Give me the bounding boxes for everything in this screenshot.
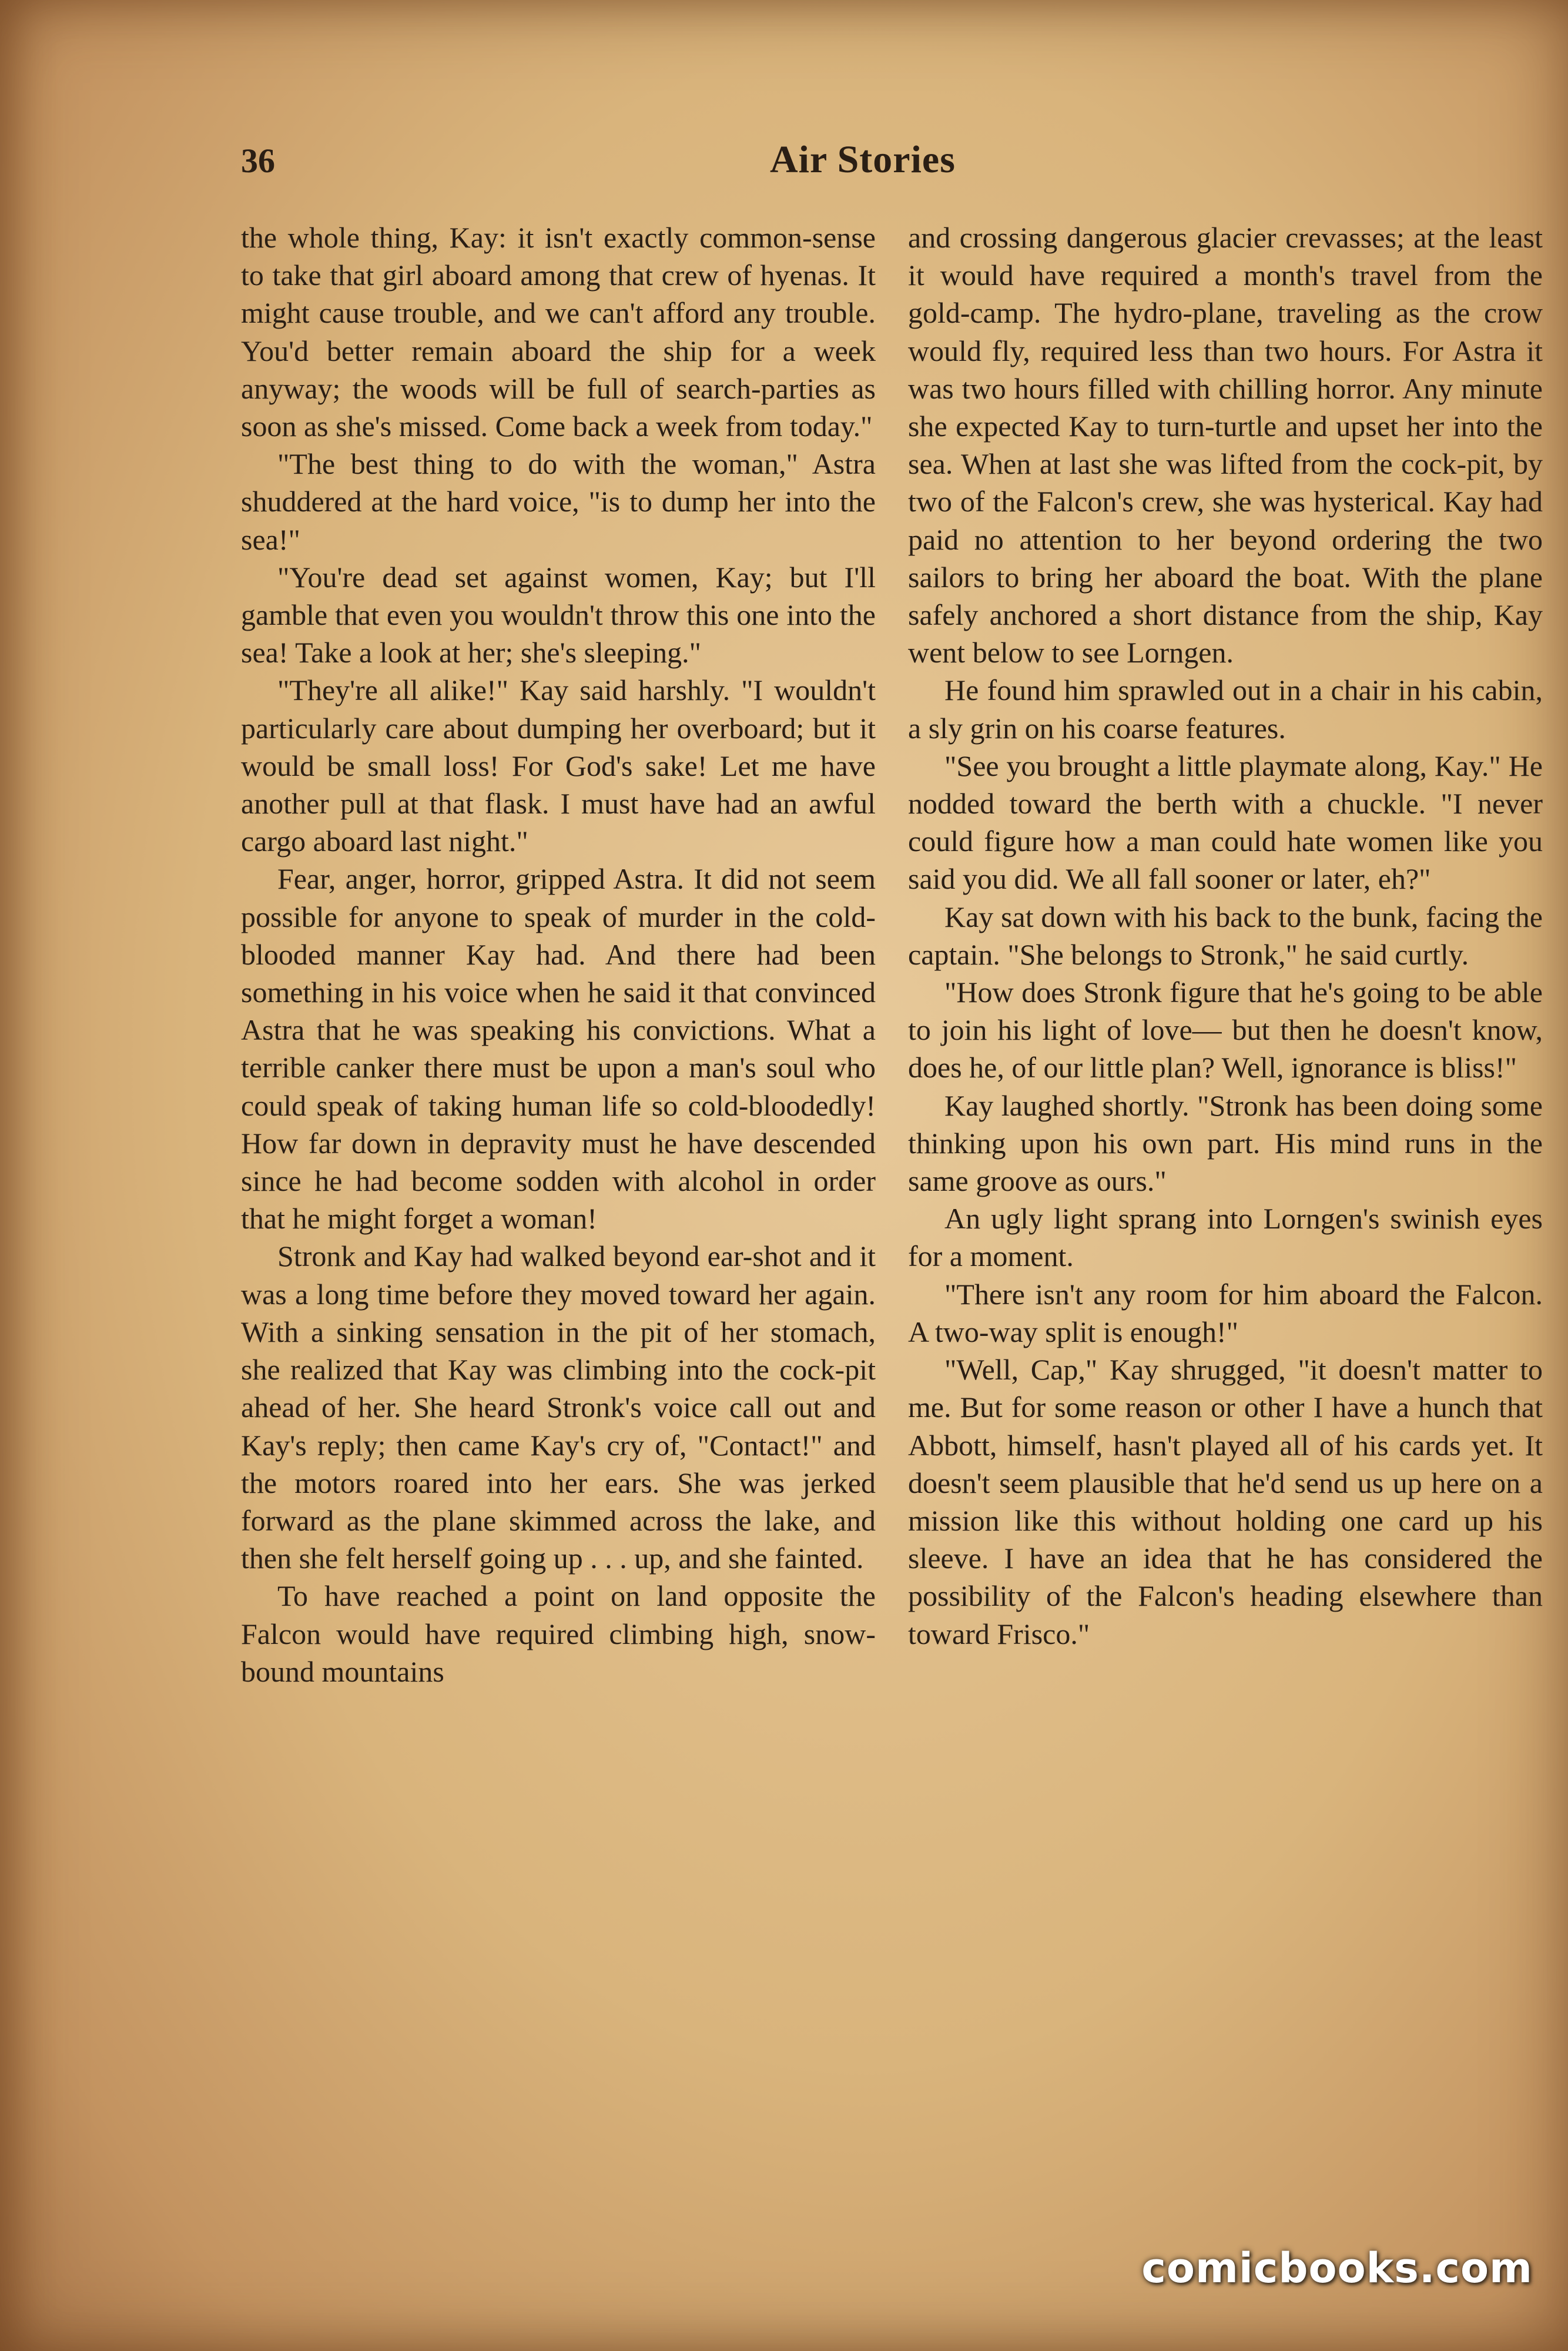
paragraph: "There isn't any room for him aboard the Falcon. A two-way split is enough!" (908, 1277, 1543, 1348)
text-column-right (908, 219, 1543, 1653)
paragraph: To have reached a point on land opposite the Falcon would have required climbing high, snow-bound mountains (241, 1579, 876, 1688)
paragraph: He found him sprawled out in a chair in his cabin, a sly grin on his coarse features. (908, 674, 1543, 745)
paragraph: Kay laughed shortly. "Stronk has been doing some thinking upon his own part. His mind runs in the same groove as ours." (908, 1089, 1543, 1198)
paragraph: the whole thing, Kay: it isn't exactly common-sense to take that girl aboard among that crew of hyenas. It might cause trouble, and we can't afford any trouble. You'd better remain aboard the ship for a week anyway; the woods will be full of search-parties as soon as she's missed. Come back a week from today." (241, 221, 876, 443)
paragraph: An ugly light sprang into Lorngen's swinish eyes for a moment. (908, 1202, 1543, 1273)
paragraph: "How does Stronk figure that he's going to be able to join his light of love— but then he doesn't know, does he, of our little plan? Well, ignorance is bliss!" (908, 976, 1543, 1084)
paragraph: "The best thing to do with the woman," Astra shuddered at the hard voice, "is to dump her into the sea!" (241, 447, 876, 556)
paragraph: "They're all alike!" Kay said harshly. "I wouldn't particularly care about dumping her overboard; but it would be small loss! For God's sake! Let me have another pull at that flask. I must have had an awful cargo aboard last night." (241, 674, 876, 858)
paragraph: Fear, anger, horror, gripped Astra. It did not seem possible for anyone to speak of murder in the cold-blooded manner Kay had. And there had been something in his voice when he said it that convinced Astra that he was speaking his convictions. What a terrible canker there must be upon a man's soul who could speak of taking human life so cold-bloodedly! How far down in depravity must he have descended since he had become sodden with alcohol in order that he might forget a woman! (241, 862, 876, 1235)
magazine-title: Air Stories (770, 138, 956, 181)
paragraph: and crossing dangerous glacier crevasses; at the least it would have required a month's travel from the gold-camp. The hydro-plane, traveling as the crow would fly, required less than two hours. For Astra it was two hours filled with chilling horror. Any minute she expected Kay to turn-turtle and upset her into the sea. When at last she was lifted from the cock-pit, by two of the Falcon's crew, she was hysterical. Kay had paid no attention to her beyond ordering the two sailors to bring her aboard the boat. With the plane safely anchored a short distance from the ship, Kay went below to see Lorngen. (908, 221, 1543, 669)
source-watermark: comicbooks.com (1141, 2244, 1533, 2292)
paragraph: "See you brought a little playmate along, Kay." He nodded toward the berth with a chuckle. "I never could figure how a man could hate women like you said you did. We all fall sooner or later, eh?" (908, 749, 1543, 896)
paragraph: "You're dead set against women, Kay; but I'll gamble that even you wouldn't throw this one into the sea! Take a look at her; she's sleeping." (241, 560, 876, 669)
text-column-left (241, 219, 876, 1690)
paragraph: Kay sat down with his back to the bunk, facing the captain. "She belongs to Stronk," he said curtly. (908, 900, 1543, 971)
page-number: 36 (241, 142, 275, 180)
page-header (241, 138, 1544, 194)
paragraph: "Well, Cap," Kay shrugged, "it doesn't matter to me. But for some reason or other I have a hunch that Abbott, himself, hasn't played all of his cards yet. It doesn't seem plausible that he'd send us up here on a mission like this without holding one card up his sleeve. I have an idea that he has considered the possibility of the Falcon's heading elsewhere than toward Frisco." (908, 1353, 1543, 1650)
paragraph: Stronk and Kay had walked beyond ear-shot and it was a long time before they moved toward her again. With a sinking sensation in the pit of her stomach, she realized that Kay was climbing into the cock-pit ahead of her. She heard Stronk's voice call out and Kay's reply; then came Kay's cry of, "Contact!" and the motors roared into her ears. She was jerked forward as the plane skimmed across the lake, and then she felt herself going up . . . up, and she fainted. (241, 1240, 876, 1575)
